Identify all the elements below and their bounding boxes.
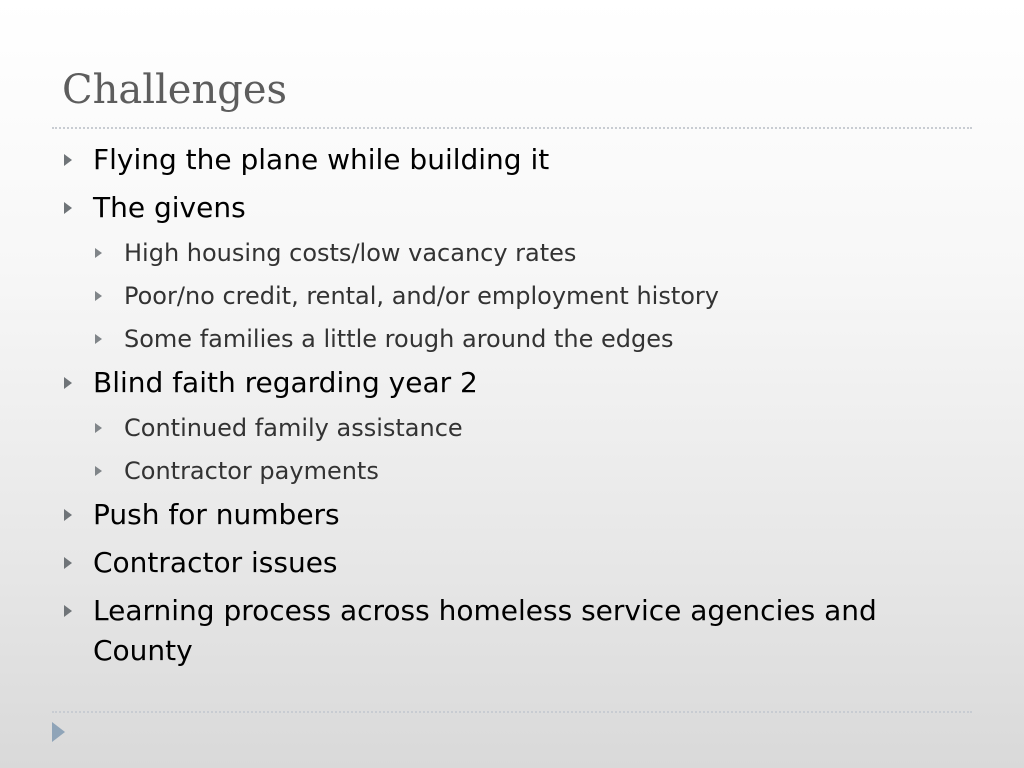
slide-title: Challenges (62, 67, 288, 113)
play-arrow-icon[interactable] (52, 722, 65, 742)
triangle-bullet-icon (95, 423, 102, 433)
bullet-text: Learning process across homeless service agencies and County (93, 594, 877, 667)
sub-bullet-text: Contractor payments (124, 457, 379, 485)
bullet-list (62, 140, 942, 679)
bullet-text: The givens (93, 191, 246, 224)
bullet-text: Blind faith regarding year 2 (93, 366, 478, 399)
triangle-bullet-icon (95, 291, 102, 301)
bullet-item (62, 363, 942, 403)
sub-bullet-item (62, 236, 942, 270)
sub-bullet-item (62, 411, 942, 445)
bullet-text: Contractor issues (93, 546, 338, 579)
triangle-bullet-icon (64, 509, 72, 521)
triangle-bullet-icon (95, 248, 102, 258)
bullet-item (62, 591, 942, 671)
triangle-bullet-icon (64, 605, 72, 617)
sub-bullet-item (62, 322, 942, 356)
bullet-text: Flying the plane while building it (93, 143, 550, 176)
footer-divider (52, 711, 972, 713)
bullet-item (62, 543, 942, 583)
bullet-item (62, 140, 942, 180)
triangle-bullet-icon (64, 557, 72, 569)
sub-bullet-text: Continued family assistance (124, 414, 463, 442)
title-divider (52, 127, 972, 129)
sub-bullet-text: Poor/no credit, rental, and/or employment history (124, 282, 719, 310)
triangle-bullet-icon (64, 154, 72, 166)
triangle-bullet-icon (95, 466, 102, 476)
sub-bullet-text: Some families a little rough around the edges (124, 325, 674, 353)
triangle-bullet-icon (64, 377, 72, 389)
sub-bullet-item (62, 279, 942, 313)
bullet-item (62, 495, 942, 535)
bullet-item (62, 188, 942, 228)
sub-bullet-item (62, 454, 942, 488)
bullet-text: Push for numbers (93, 498, 340, 531)
triangle-bullet-icon (95, 334, 102, 344)
triangle-bullet-icon (64, 202, 72, 214)
sub-bullet-text: High housing costs/low vacancy rates (124, 239, 577, 267)
